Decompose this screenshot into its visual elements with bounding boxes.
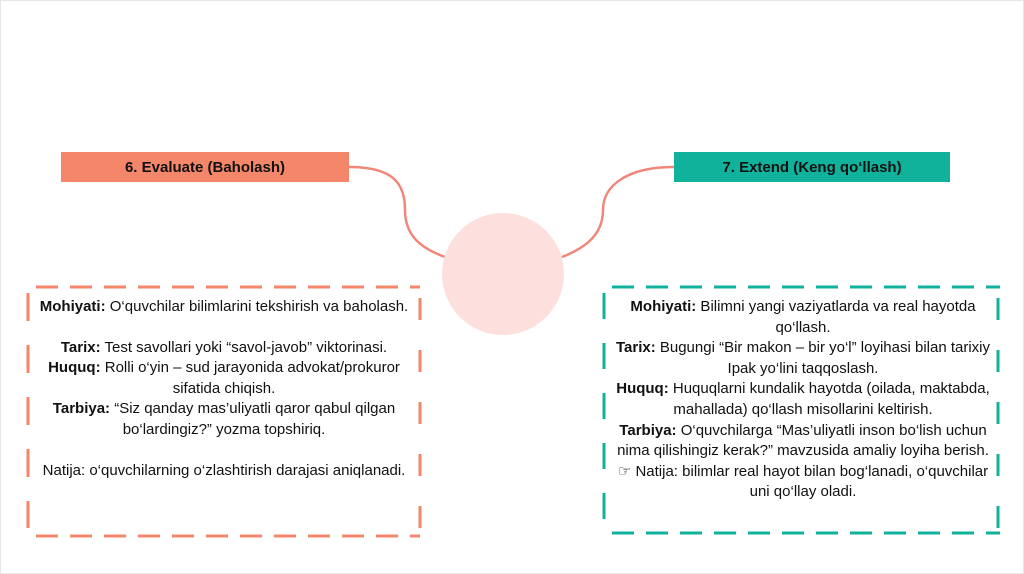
right-mohiyati: Mohiyati: Bilimni yangi vaziyatlarda va real hayotda qo‘llash. xyxy=(630,298,976,336)
right-tarix: Tarix: Bugungi “Bir makon – bir yo‘l” loyihasi bilan tarixiy Ipak yo‘lini taqqoslash. xyxy=(615,339,991,377)
evaluate-header-label: 6. Evaluate (Baholash) xyxy=(124,158,286,176)
left-mohiyati: Mohiyati: O‘quvchilar bilimlarini tekshirish va baholash. xyxy=(39,298,409,315)
extend-card xyxy=(607,297,999,503)
extend-header-label: 7. Extend (Keng qo‘llash) xyxy=(722,158,902,176)
left-tarbiya: Tarbiya: “Siz qanday mas’uliyatli qaror qabul qilgan bo‘lardingiz?” yozma topshiriq. xyxy=(52,400,396,438)
right-connector xyxy=(562,167,674,257)
evaluate-card xyxy=(34,297,414,481)
right-huquq: Huquq: Huquqlarni kundalik hayotda (oilada, maktabda, mahallada) qo‘llash misollarini keltirish. xyxy=(616,380,990,418)
left-tarix: Tarix: Test savollari yoki “savol-javob” viktorinasi. xyxy=(60,338,388,356)
extend-header xyxy=(674,152,950,182)
center-circle xyxy=(442,213,564,335)
left-huquq: Huquq: Rolli o‘yin – sud jarayonida advokat/prokuror sifatida chiqish. xyxy=(48,359,400,397)
evaluate-header xyxy=(61,152,349,182)
right-natija: ☞ Natija: bilimlar real hayot bilan bog‘lanadi, o‘quvchilar uni qo‘llay oladi. xyxy=(617,462,989,501)
left-natija: Natija: o‘quvchilarning o‘zlashtirish darajasi aniqlanadi. xyxy=(42,461,406,479)
right-tarbiya: Tarbiya: O‘quvchilarga “Mas’uliyatli inson bo‘lish uchun nima qilishingiz kerak?” mavzusida amaliy loyiha berish. xyxy=(617,421,989,460)
left-connector xyxy=(349,167,445,257)
